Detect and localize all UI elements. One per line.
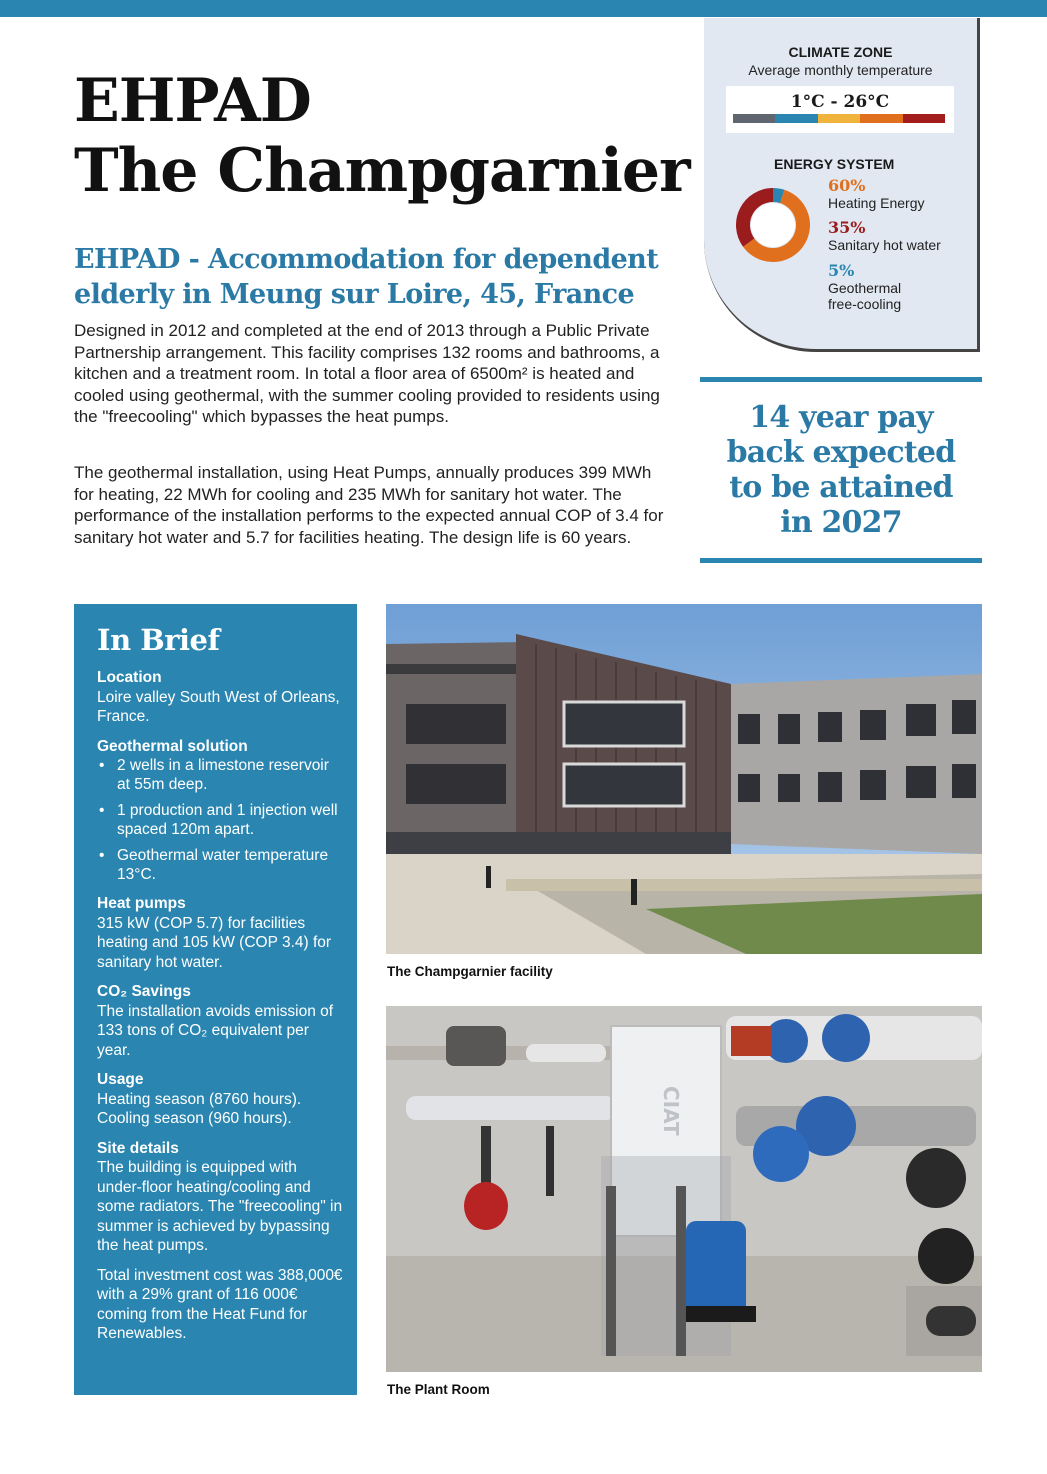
- building-photo: [386, 604, 982, 954]
- intro-paragraph-2: The geothermal installation, using Heat Pumps, annually produces 399 MWh for heating, 22 MWh for cooling and 235 MWh for sanitary hot water. The performance of the installation performs to the expected annual COP of 3.4 for sanitary hot water and 5.7 for facilities heating. The design life is 60 years.: [74, 463, 664, 547]
- temperature-bar-segment: [903, 114, 945, 123]
- list-item: • 2 wells in a limestone reservoir at 55m deep.: [97, 756, 343, 794]
- heat-pumps-heading: Heat pumps: [97, 895, 186, 912]
- photo-caption-plant-room: The Plant Room: [387, 1382, 490, 1397]
- plant-room-illustration: [386, 1006, 982, 1372]
- payback-line-2: back expected: [726, 435, 956, 470]
- temperature-bar-segment: [775, 114, 817, 123]
- intro-paragraph-1: Designed in 2012 and completed at the end of 2013 through a Public Private Partnership arrangement. This facility comprises 132 rooms and bathrooms, a kitchen and a treatment room. In total a floor area of 6500m² is heated and cooled using geothermal, with the summer cooling provided to residents using the "freecooling" which bypasses the heat pumps.: [74, 321, 660, 426]
- in-brief-panel: [74, 604, 357, 1395]
- list-item: • Geothermal water temperature 13°C.: [97, 846, 343, 884]
- legend-heating: [828, 176, 925, 211]
- temperature-bar-segment: [733, 114, 775, 123]
- location-text: Loire valley South West of Orleans, France.: [97, 688, 340, 725]
- payback-top-rule: [700, 377, 982, 382]
- sanitary-pct: 35%: [828, 218, 866, 237]
- title-line-2: The Champgarnier: [74, 136, 690, 206]
- usage-heading: Usage: [97, 1071, 144, 1088]
- climate-zone-title: CLIMATE ZONE: [788, 44, 893, 60]
- temperature-range: 1°C - 26°C: [790, 92, 890, 112]
- usage-cooling: Cooling season (960 hours).: [97, 1110, 292, 1127]
- page-subtitle: [74, 242, 674, 312]
- geothermal-list: [97, 756, 343, 884]
- freecooling-label-2: free-cooling: [828, 296, 902, 312]
- photo-caption-facility: The Champgarnier facility: [387, 964, 553, 979]
- building-illustration: [386, 604, 982, 954]
- location-heading: Location: [97, 669, 162, 686]
- payback-bottom-rule: [700, 558, 982, 563]
- donut-hole: [751, 203, 795, 247]
- usage-heating: Heating season (8760 hours).: [97, 1090, 302, 1108]
- heating-pct: 60%: [828, 176, 866, 195]
- payback-line-1: 14 year pay: [749, 400, 933, 435]
- donut-slice-freecooling: [773, 195, 782, 196]
- usage-text: [97, 1090, 343, 1129]
- site-details-heading: Site details: [97, 1139, 179, 1157]
- energy-donut-chart: [732, 184, 814, 266]
- co2-text: The installation avoids emission of 133 tons of CO₂ equivalent per year.: [97, 1002, 334, 1059]
- freecooling-pct: 5%: [828, 261, 855, 280]
- temperature-bar-segment: [818, 114, 860, 123]
- in-brief-title: In Brief: [97, 623, 220, 657]
- co2-heading: CO₂ Savings: [97, 983, 191, 1000]
- payback-line-4: in 2027: [780, 505, 902, 540]
- page-title: [74, 66, 690, 206]
- temperature-range-box: [726, 86, 954, 133]
- legend-freecooling: [828, 261, 901, 312]
- temperature-color-bar: [733, 114, 945, 123]
- subtitle-line-1: EHPAD - Accommodation for dependent: [74, 244, 659, 275]
- list-item: • 1 production and 1 injection well spaced 120m apart.: [97, 801, 343, 839]
- site-details-text: The building is equipped with under-floor heating/cooling and some radiators. The "freecooling" in summer is achieved by bypassing the heat pumps.: [97, 1159, 343, 1254]
- legend-sanitary: [828, 218, 941, 253]
- energy-system-title: ENERGY SYSTEM: [774, 156, 895, 172]
- payback-statement: [700, 400, 982, 540]
- plant-room-photo: [386, 1006, 982, 1372]
- title-line-1: EHPAD: [74, 66, 311, 136]
- climate-zone-subtitle: Average monthly temperature: [748, 62, 933, 78]
- geothermal-heading: Geothermal solution: [97, 737, 248, 755]
- heating-label: Heating Energy: [828, 195, 925, 211]
- temperature-bar-segment: [860, 114, 902, 123]
- freecooling-label-1: Geothermal: [828, 280, 902, 296]
- heat-pumps-text: 315 kW (COP 5.7) for facilities heating and 105 kW (COP 3.4) for sanitary hot water.: [97, 914, 332, 971]
- top-accent-bar: [0, 0, 1047, 17]
- subtitle-line-2: elderly in Meung sur Loire, 45, France: [74, 279, 635, 310]
- sanitary-label: Sanitary hot water: [828, 237, 941, 253]
- investment-cost-text: Total investment cost was 388,000€ with a 29% grant of 116 000€ coming from the Heat Fund for Renewables.: [97, 1266, 343, 1342]
- brand-mark-upper: CIAT: [659, 1086, 683, 1136]
- climate-energy-panel: [704, 18, 980, 352]
- payback-line-3: to be attained: [729, 470, 953, 505]
